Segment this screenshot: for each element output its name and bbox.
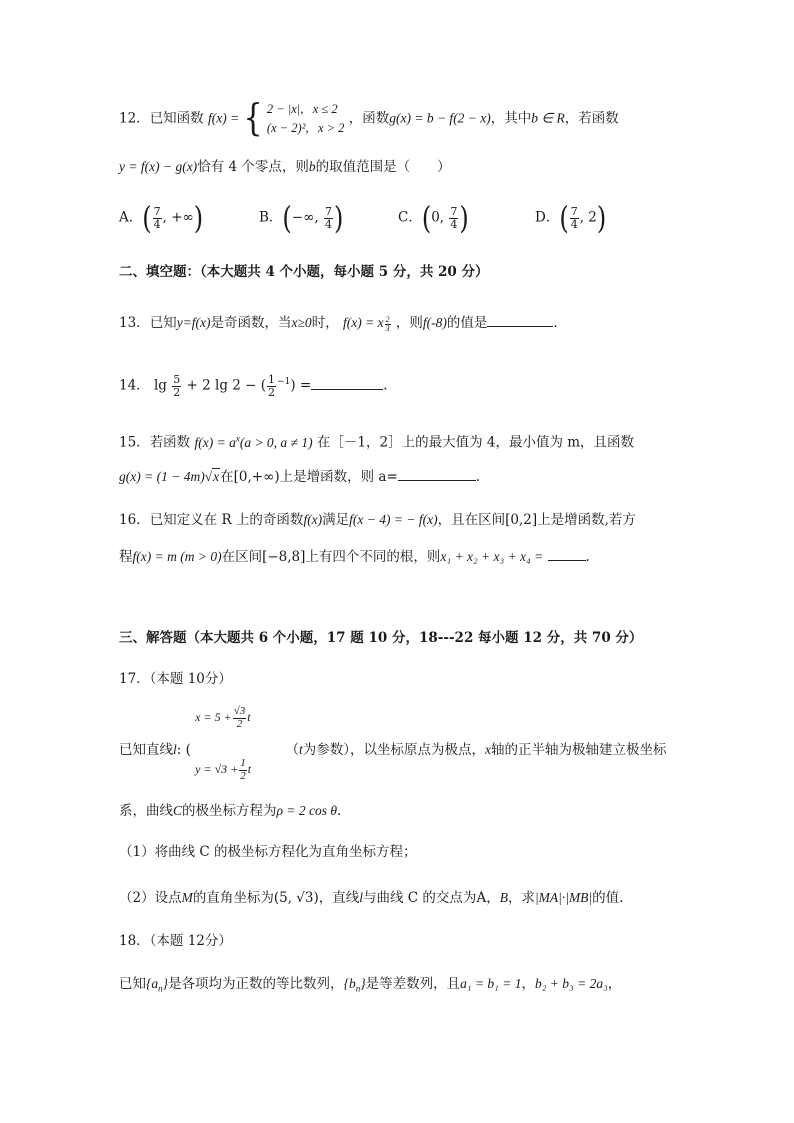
q14-answer-blank (311, 377, 383, 390)
q17-line1: 已知直线l: ( x = 5 + $\frac{√3}{2}$ t y = √3 + $\frac{1}{2}$ t （t为参数），以坐标原点为极点，x轴的正半轴为极轴建立极坐标 (119, 705, 667, 782)
q12-fx: f(x) = (207, 110, 240, 126)
q13-y: y=f(x) (176, 315, 211, 330)
q16-answer-blank (548, 548, 586, 561)
section3-heading: 三、解答题（本大题共 6 个小题，17 题 10 分，18---22 每小题 12 分，共 70 分） (119, 630, 643, 646)
q12-line2 (119, 160, 451, 175)
q18-header: 18．（本题 12分） (119, 933, 232, 949)
q17-param-eqs: x = 5 + $\frac{√3}{2}$ t y = √3 + $\frac{1}{2}$ t (195, 705, 252, 782)
q12-option-c: C．(0, $\frac{7}{4}$ ) (398, 199, 469, 237)
q12-bR: b ∈ R (531, 110, 565, 126)
q16-line1: 16．已知定义在 R 上的奇函数f(x)满足f(x − 4) = − f(x)，且在区间[0,2]上是增函数,若方 (119, 512, 636, 528)
q17-sub2: （2）设点M的直角坐标为(5, √3)，直线l与曲线 C 的交点为A，B，求|MA|·|MB|的值. (119, 890, 624, 906)
q12-tail2: ，若函数 (564, 110, 619, 127)
q12-mid: ，函数 (348, 110, 390, 127)
q12-brace: { (243, 96, 263, 140)
q13-line: 13．已知y=f(x)是奇函数，当x≥0时， f(x) = x $\frac{2}{3}$ ，则f(-8)的值是 . (119, 314, 558, 333)
q15-line1: 15．若函数 $f(x) = a^x(a > 0$, a ≠ 1) 在［－1，2］上的最大值为 4，最小值为 m，且函数 (119, 433, 635, 451)
q15-gx: g(x) = (1 − 4m)√x (119, 469, 220, 484)
q12-line1 (119, 96, 619, 140)
q12-piece2: (x − 2)², x > 2 (266, 120, 345, 135)
q17-sub1: （1）将曲线 C 的极坐标方程化为直角坐标方程； (119, 844, 417, 860)
q15-fx: $f(x) = a^x(a > 0$, a ≠ 1) (194, 433, 313, 450)
q12-gx: g(x) = b − f(2 − x) (389, 110, 491, 126)
q14-line: 14． lg $\frac{5}{2}$ + 2 lg 2 − ( $\frac{1}{2}$ $^{-1}$) = . (119, 373, 388, 399)
q12-option-b: B．(−∞, $\frac{7}{4}$ ) (259, 199, 344, 237)
q12-intro: 已知函数 (149, 110, 204, 127)
q12-line2-b: b (308, 159, 316, 174)
q15-answer-blank (398, 468, 476, 481)
q12-line2-text: 恰有 4 个零点，则 (197, 159, 309, 175)
q18-line1: 已知$\{a_n\}$是各项均为正数的等比数列，$\{b_n\}$是等差数列，且a₁ = b₁ = 1，b₂ + b₃ = 2a₃， (119, 976, 622, 994)
q13-answer-blank (487, 314, 553, 327)
section2-heading: 二、填空题：（本大题共 4 个小题，每小题 5 分，共 20 分） (119, 264, 489, 280)
q12-option-d: D．( $\frac{7}{4}$ , 2) (535, 199, 607, 237)
q12-tail: ，其中 (490, 110, 532, 127)
q17-header: 17．（本题 10分） (119, 671, 232, 687)
q15-line2: g(x) = (1 − 4m)√x在[0,+∞)上是增函数，则 a= . (119, 469, 481, 485)
q12-cases (267, 100, 345, 138)
q12-option-a: A．( $\frac{7}{4}$ , +∞) (119, 199, 204, 237)
q12-number: 12． (119, 110, 150, 127)
q16-line2: 程f(x) = m (m > 0)在区间[−8,8]上有四个不同的根，则x₁ + x₂ + x₃ + x₄ = . (119, 549, 590, 565)
q13-fx: f(x) = x $\frac{2}{3}$ (342, 314, 390, 333)
q17-line2: 系，曲线C的极坐标方程为ρ = 2 cos θ. (119, 803, 342, 819)
q12-line2-end: 的取值范围是（ ） (315, 159, 451, 175)
q12-piece1: 2 − |x|, x ≤ 2 (266, 102, 338, 116)
q12-line2-expr: y = f(x) − g(x) (119, 159, 198, 174)
